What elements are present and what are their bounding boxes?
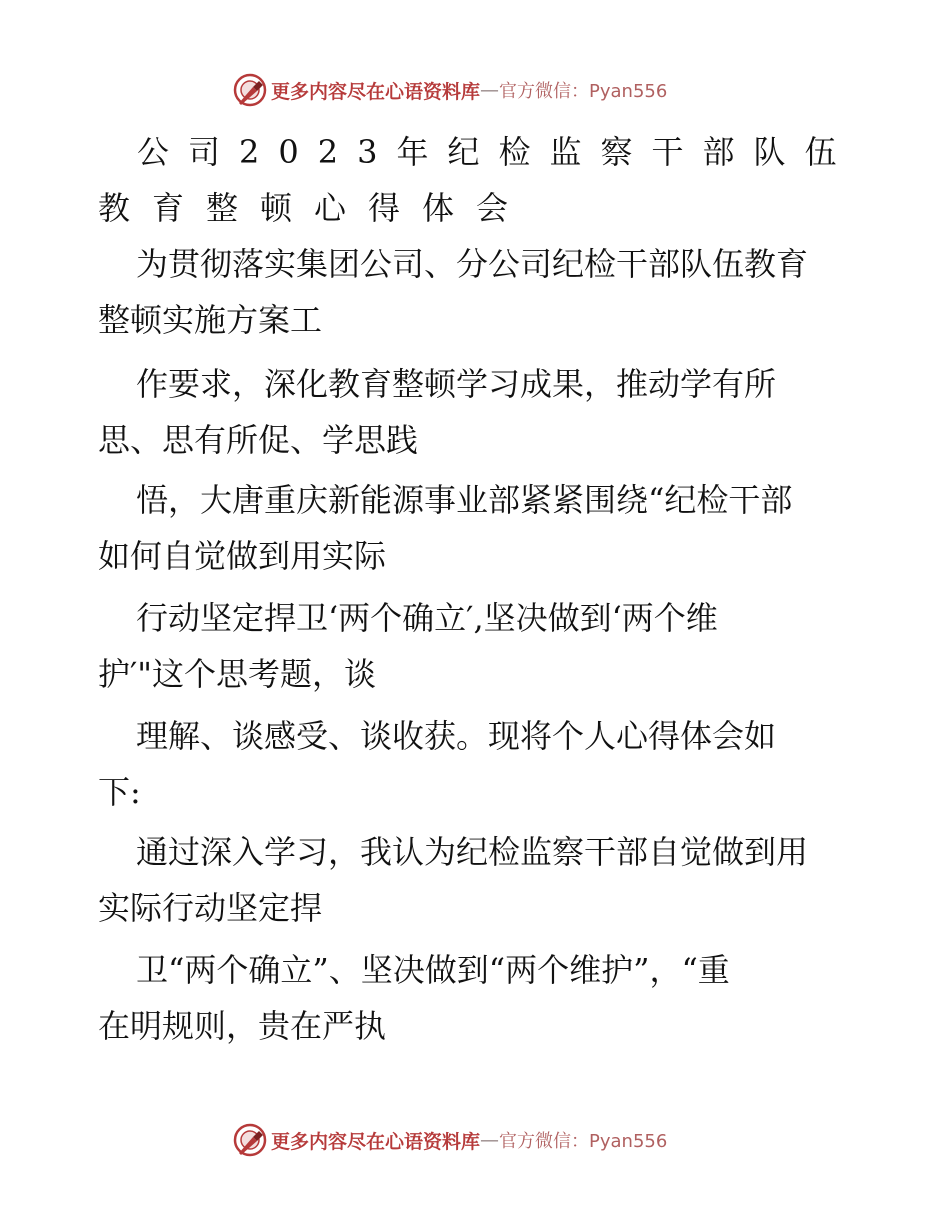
paragraph-line: 护′"这个思考题，谈 — [98, 655, 376, 693]
paragraph-line: 作要求，深化教育整顿学习成果，推动学有所 — [136, 365, 777, 403]
paragraph-line: 整顿实施方案工 — [98, 301, 323, 339]
paragraph-line: 理解、谈感受、谈收获。现将个人心得体会如 — [136, 717, 777, 755]
paragraph-line: 下: — [98, 773, 141, 811]
document-title-line-2: 教育整顿心得体会 — [98, 189, 531, 227]
document-title-line-1: 公司2023年纪检监察干部队伍 — [137, 133, 856, 171]
watermark-banner-top — [233, 70, 667, 110]
paragraph-line: 悟，大唐重庆新能源事业部紧紧围绕“纪检干部 — [136, 481, 793, 519]
watermark-contact-text: 官方微信：Pyan556 — [499, 81, 668, 102]
paragraph-line: 实际行动坚定捍 — [98, 889, 323, 927]
pen-logo-icon — [233, 1123, 267, 1157]
watermark-main-text: 更多内容尽在心语资料库 — [271, 1130, 481, 1153]
pen-logo-icon — [233, 73, 267, 107]
paragraph-line: 思、思有所促、学思践 — [98, 421, 419, 459]
paragraph-line: 在明规则，贵在严执 — [98, 1007, 387, 1045]
watermark-banner-bottom — [233, 1120, 667, 1160]
watermark-contact-text: 官方微信：Pyan556 — [499, 1131, 668, 1152]
paragraph-line: 如何自觉做到用实际 — [98, 537, 387, 575]
paragraph-line: 为贯彻落实集团公司、分公司纪检干部队伍教育 — [136, 245, 809, 283]
watermark-main-text: 更多内容尽在心语资料库 — [271, 80, 481, 103]
paragraph-line: 卫“两个确立”、坚决做到“两个维护”，“重 — [136, 951, 730, 989]
paragraph-line: 行动坚定捍卫‘两个确立′,坚决做到‘两个维 — [136, 599, 718, 637]
watermark-separator: — — [480, 79, 500, 101]
paragraph-line: 通过深入学习，我认为纪检监察干部自觉做到用 — [136, 833, 809, 871]
watermark-separator: — — [480, 1129, 500, 1151]
